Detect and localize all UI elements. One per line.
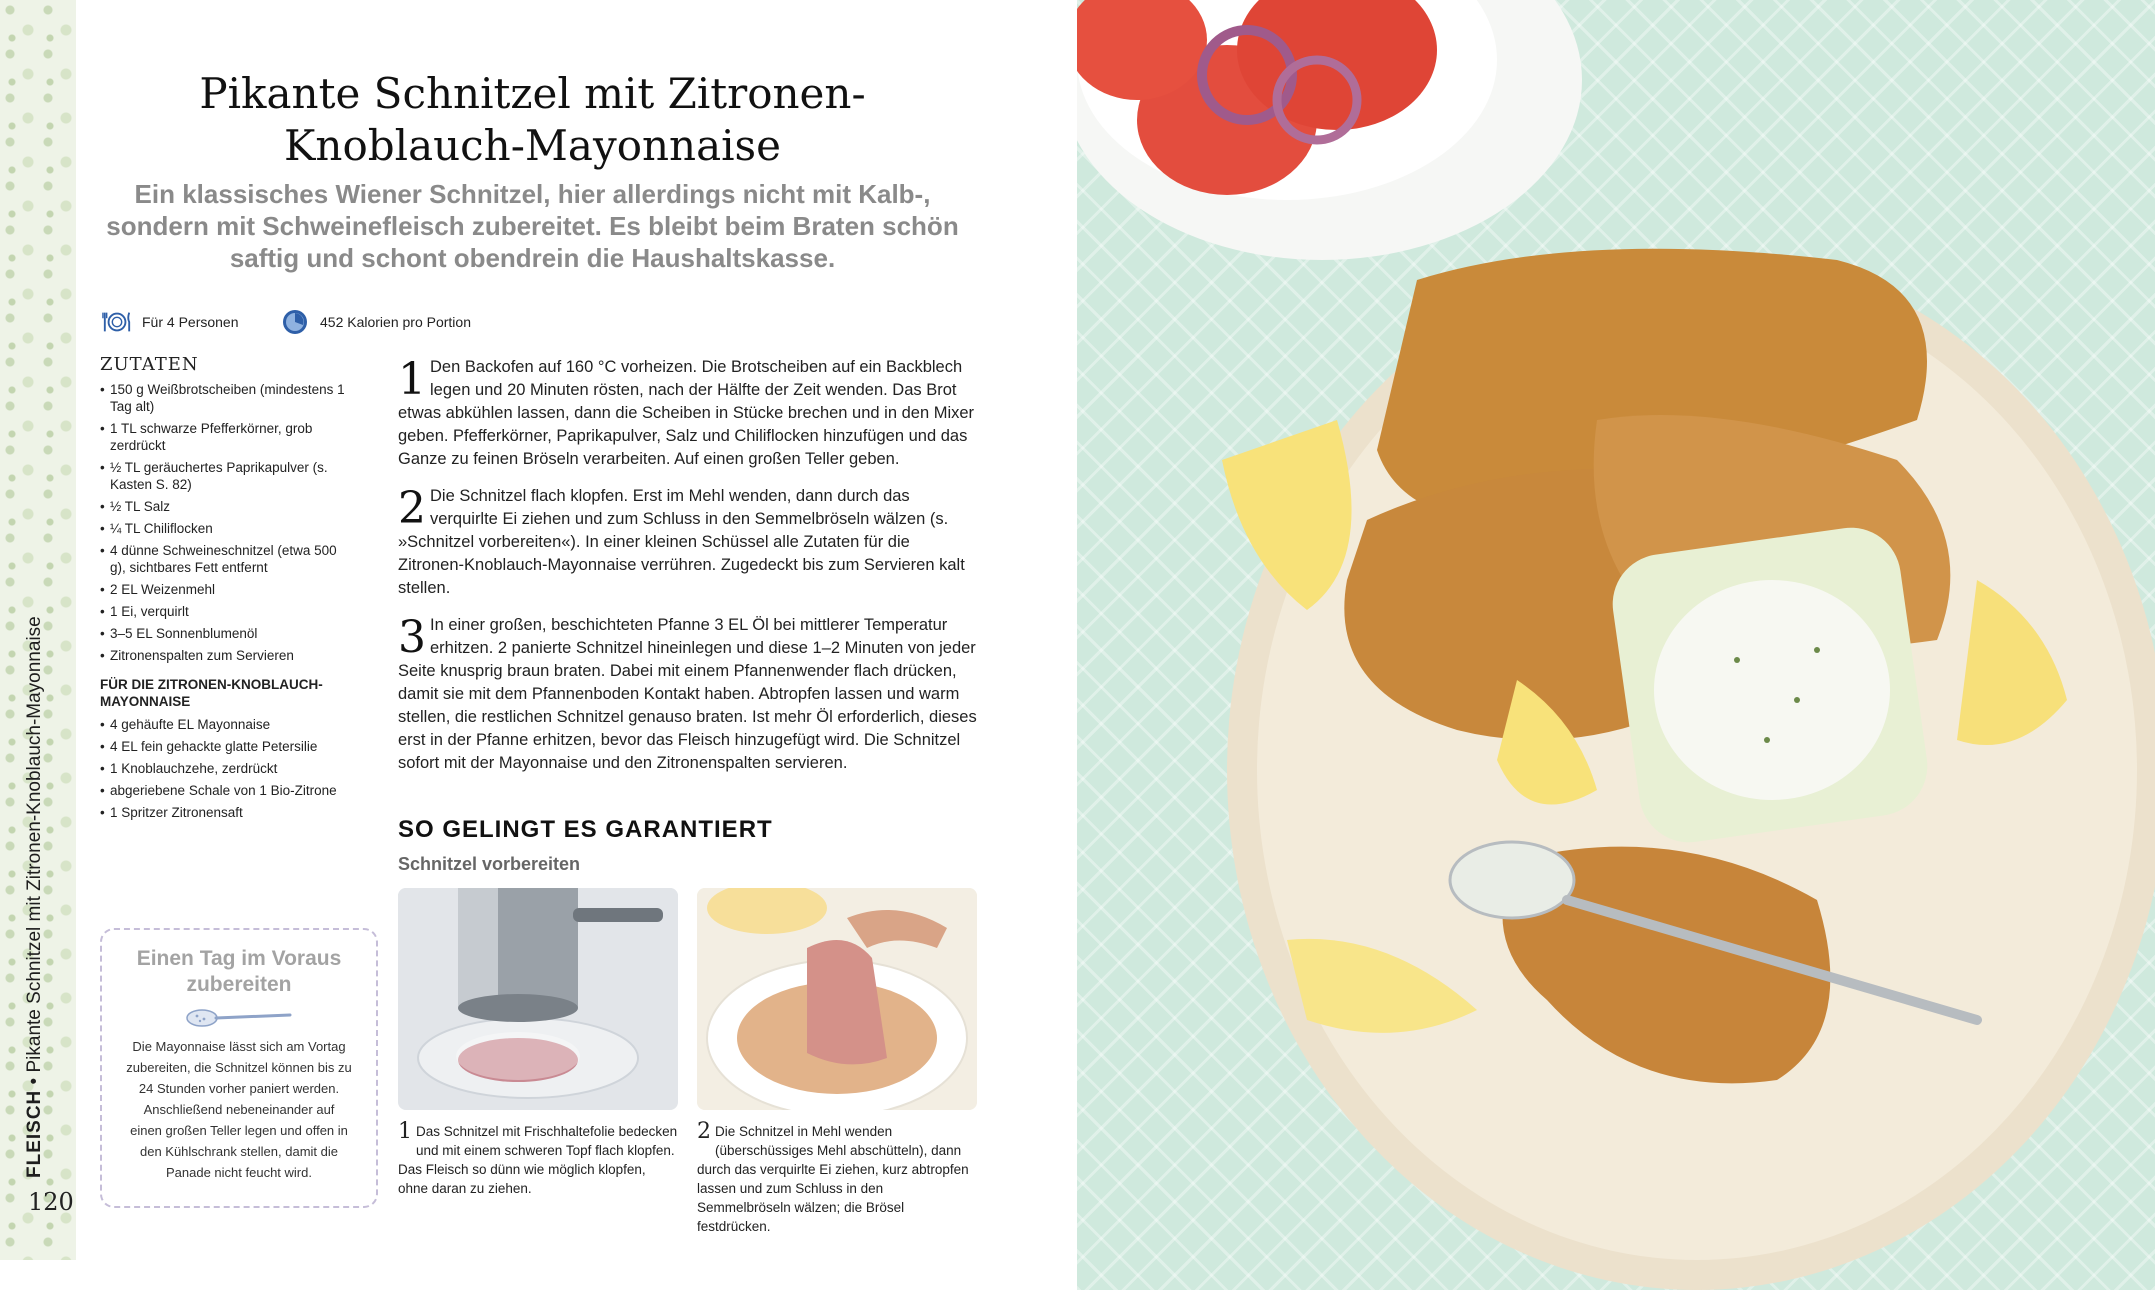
ingredient-item: • 4 dünne Schweineschnitzel (etwa 500 g), sichtbares Fett entfernt	[100, 542, 350, 576]
tip-box	[100, 928, 378, 1208]
photo-caption	[697, 1119, 977, 1236]
chapter-name: FLEISCH	[24, 1089, 45, 1178]
ingredient-item: • 1 Ei, verquirlt	[100, 603, 350, 620]
step-number: 2	[398, 483, 426, 534]
step-number: 1	[398, 354, 426, 405]
chapter-spine-label	[24, 616, 46, 1178]
spine-separator: •	[24, 1077, 45, 1085]
ingredient-item: • ¼ TL Chiliflocken	[100, 520, 350, 537]
ingredient-item: • ½ TL geräuchertes Paprikapulver (s. Kasten S. 82)	[100, 459, 350, 493]
ingredient-item: • ½ TL Salz	[100, 498, 350, 515]
ingredient-item: • 2 EL Weizenmehl	[100, 581, 350, 598]
step-photo-breading	[697, 888, 977, 1110]
ingredient-item: • 1 Knoblauchzehe, zerdrückt	[100, 760, 350, 777]
ingredients-list	[100, 381, 350, 664]
calories-text: 452 Kalorien pro Portion	[320, 314, 471, 330]
step-number: 3	[398, 612, 426, 663]
howto-heading: SO GELINGT ES GARANTIERT	[398, 816, 773, 843]
ingredient-item: • 1 Spritzer Zitronensaft	[100, 804, 350, 821]
tip-title: Einen Tag im Voraus zubereiten	[136, 947, 342, 996]
method-steps	[398, 356, 978, 789]
left-page	[0, 0, 1077, 1290]
photo-caption	[398, 1119, 678, 1198]
step-text: Die Schnitzel flach klopfen. Erst im Mehl wenden, dann durch das verquirlte Ei ziehen und zum Schluss in den Semmelbröseln wälzen (s. »Schnitzel vorbereiten«). In einer kleinen Schüssel alle Zutaten für die Zitronen-Knoblauch-Mayonnaise verrühren. Zugedeckt bis zum Servieren kalt stellen.	[398, 487, 965, 597]
caption-number: 2	[697, 1119, 711, 1144]
schnitzel-photo	[1077, 0, 2155, 1290]
caption-text: Die Schnitzel in Mehl wenden (überschüssiges Mehl abschütteln), dann durch das verquirlte Ei ziehen, kurz abtropfen lassen und zum Schluss in den Semmelbröseln wälzen; die Brösel festdrücken.	[697, 1124, 969, 1234]
ingredient-item: • 4 gehäufte EL Mayonnaise	[100, 716, 350, 733]
servings-text: Für 4 Personen	[142, 314, 239, 330]
tip-text: Die Mayonnaise lässt sich am Vortag zubereiten, die Schnitzel können bis zu 24 Stunden vorher paniert werden. Anschließend nebeneinander auf einen großen Teller legen und offen in den Kühlschrank stellen, damit die Panade nicht feucht wird.	[126, 1039, 352, 1180]
clock-gauge-icon	[280, 307, 310, 337]
method-step	[398, 614, 978, 775]
ingredient-item: • 150 g Weißbrotscheiben (mindestens 1 Tag alt)	[100, 381, 350, 415]
ingredient-item: • 3–5 EL Sonnenblumenöl	[100, 625, 350, 642]
caption-text: Das Schnitzel mit Frischhaltefolie bedecken und mit einem schweren Topf flach klopfen. Das Fleisch so dünn wie möglich klopfen, ohne daran zu ziehen.	[398, 1124, 678, 1196]
recipe-intro: Ein klassisches Wiener Schnitzel, hier allerdings nicht mit Kalb-, sondern mit Schweinefleisch zubereitet. Es bleibt beim Braten schön saftig und schont obendrein die Haushaltskasse.	[106, 179, 959, 273]
step-text: In einer großen, beschichteten Pfanne 3 EL Öl bei mittlerer Temperatur erhitzen. 2 panierte Schnitzel hineinlegen und diese 1–2 Minuten von jeder Seite knusprig braun braten. Dabei mit einem Pfannenwender flach drücken, damit sie mit dem Pfannenboden Kontakt haben. Abtropfen lassen und warm stellen, die restlichen Schnitzel genauso braten. Ist mehr Öl erforderlich, dieses erst in der Pfanne erhitzen, bevor das Fleisch hinzugefügt wird. Die Schnitzel sofort mit der Mayonnaise und den Zitronenspalten servieren.	[398, 616, 977, 772]
recipe-title: Pikante Schnitzel mit Zitronen-Knoblauch-Mayonnaise	[199, 69, 866, 170]
howto-subheading: Schnitzel vorbereiten	[398, 854, 581, 874]
calories-info	[280, 307, 471, 337]
ingredient-item: • 4 EL fein gehackte glatte Petersilie	[100, 738, 350, 755]
spoon-icon	[184, 1006, 294, 1030]
page-number: 120	[28, 1188, 74, 1216]
method-step	[398, 356, 978, 471]
ingredients-heading: ZUTATEN	[100, 354, 199, 375]
caption-number: 1	[398, 1119, 412, 1144]
method-step	[398, 485, 978, 600]
ingredient-item: • abgeriebene Schale von 1 Bio-Zitrone	[100, 782, 350, 799]
mayonnaise-heading: FÜR DIE ZITRONEN-KNOBLAUCH-MAYONNAISE	[100, 677, 323, 709]
servings-info	[102, 307, 239, 337]
ingredient-item: • Zitronenspalten zum Servieren	[100, 647, 350, 664]
right-page	[1077, 0, 2155, 1290]
ingredient-item: • 1 TL schwarze Pfefferkörner, grob zerdrückt	[100, 420, 350, 454]
step-text: Den Backofen auf 160 °C vorheizen. Die Brotscheiben auf ein Backblech legen und 20 Minuten rösten, nach der Hälfte der Zeit wenden. Das Brot etwas abkühlen lassen, dann die Scheiben in Stücke brechen und in den Mixer geben. Pfefferkörner, Paprikapulver, Salz und Chiliflocken hinzufügen und das Ganze zu feinen Bröseln verarbeiten. Auf einen großen Teller geben.	[398, 358, 975, 468]
ingredients-panel	[100, 356, 350, 826]
plate-cutlery-icon	[102, 307, 132, 337]
mayonnaise-list	[100, 716, 350, 821]
step-photo-pounding	[398, 888, 678, 1110]
spine-recipe-name: Pikante Schnitzel mit Zitronen-Knoblauch-Mayonnaise	[24, 616, 45, 1073]
